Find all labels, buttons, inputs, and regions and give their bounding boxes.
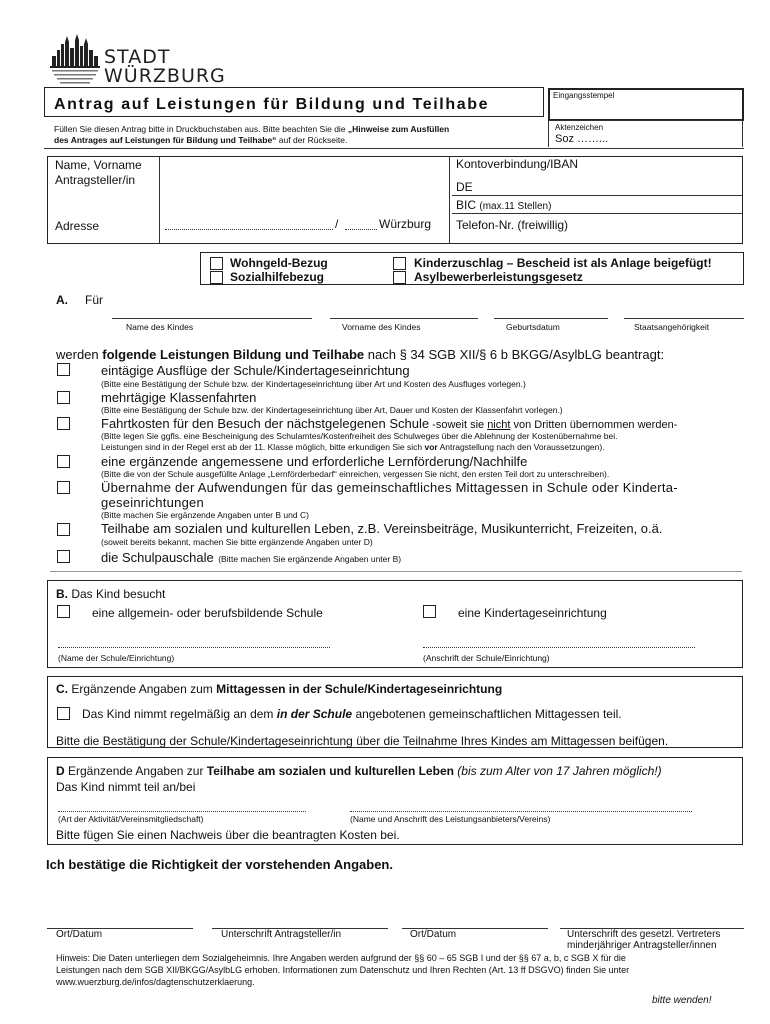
provider-caption: (Name und Anschrift des Leistungsanbieters/Vereins): [350, 814, 551, 824]
logo-line-1: STADT: [104, 46, 171, 68]
address-separator: /: [335, 217, 339, 231]
item-class-trip-checkbox[interactable]: [57, 391, 70, 404]
school-checkbox[interactable]: [57, 605, 70, 618]
section-a-letter: A.: [56, 293, 68, 307]
logo-line-2: WÜRZBURG: [104, 65, 226, 87]
phone-label: Telefon-Nr. (freiwillig): [456, 218, 569, 232]
school-label: eine allgemein- oder berufsbildende Schule: [92, 606, 323, 620]
account-label: Kontoverbindung/IBAN: [456, 157, 579, 171]
item-transport-checkbox[interactable]: [57, 417, 70, 430]
name-input-line[interactable]: [165, 229, 333, 230]
housing-label: Wohngeld-Bezug: [230, 256, 328, 270]
lunch-participation-label: Das Kind nimmt regelmäßig an dem in der Schule angebotenen gemeinschaftlichen Mittagessen teil.: [82, 707, 622, 721]
representative-caption-1: Unterschrift des gesetzl. Vertreters: [567, 929, 721, 940]
intro-line-1: Füllen Sie diesen Antrag bitte in Druckbuchstaben aus. Bitte beachten Sie die „Hinweise zum Ausfüllen: [54, 124, 450, 134]
item-transport-label: Fahrtkosten für den Besuch der nächstgelegenen Schule -soweit sie nicht von Dritten übernommen werden-: [101, 416, 678, 431]
bic-label: BIC (max.11 Stellen): [456, 198, 552, 212]
place-date-caption-2: Ort/Datum: [410, 929, 457, 940]
item-day-trip-hint: (Bitte eine Bestätigung der Schule bzw. der Kindertageseinrichtung über Art und Kosten des Ausfluges vorlegen.): [101, 379, 526, 389]
item-participation-label: Teilhabe am sozialen und kulturellen Leben, z.B. Vereinsbeiträge, Musikunterricht, Freizeiten, o.ä.: [101, 521, 663, 536]
street-input-line[interactable]: [345, 229, 377, 230]
city-logo: [50, 34, 100, 86]
daycare-label: eine Kindertageseinrichtung: [458, 606, 607, 620]
activity-line[interactable]: [58, 811, 306, 812]
section-b-title: B. Das Kind besucht: [56, 587, 166, 601]
social-checkbox[interactable]: [210, 271, 223, 284]
city-label: Würzburg: [379, 217, 432, 231]
section-a-for: Für: [85, 293, 103, 307]
place-date-caption: Ort/Datum: [56, 929, 103, 940]
stamp-label: Eingangsstempel: [553, 91, 615, 100]
col-birthdate: Geburtsdatum: [506, 322, 560, 332]
request-heading: werden folgende Leistungen Bildung und Teilhabe nach § 34 SGB XII/§ 6 b BKGG/AsylbLG beantragt:: [56, 347, 665, 362]
item-participation-checkbox[interactable]: [57, 523, 70, 536]
item-school-allowance-label: die Schulpauschale (Bitte machen Sie ergänzende Angaben unter B): [101, 550, 402, 565]
section-d-note: Bitte fügen Sie einen Nachweis über die beantragten Kosten bei.: [56, 828, 400, 842]
asylum-checkbox[interactable]: [393, 271, 406, 284]
form-title: Antrag auf Leistungen für Bildung und Teilhabe: [54, 96, 490, 113]
col-child-firstname: Vorname des Kindes: [342, 322, 421, 332]
confirmation-statement: Ich bestätige die Richtigkeit der vorstehenden Angaben.: [46, 857, 393, 872]
school-name-caption: (Name der Schule/Einrichtung): [58, 653, 175, 663]
col-nationality: Staatsangehörigkeit: [634, 322, 710, 332]
representative-caption-2: minderjähriger Antragsteller/innen: [567, 940, 717, 951]
name-label: Name, Vorname: [55, 158, 142, 172]
lunch-note: Bitte die Bestätigung der Schule/Kindertageseinrichtung über die Teilnahme Ihres Kindes am Mittagessen beifügen.: [56, 734, 669, 748]
item-day-trip-checkbox[interactable]: [57, 363, 70, 376]
section-d-line2: Das Kind nimmt teil an/bei: [56, 780, 196, 794]
child-bonus-label: Kinderzuschlag – Bescheid ist als Anlage beigefügt!: [414, 256, 712, 270]
item-day-trip-label: eintägige Ausflüge der Schule/Kindertageseinrichtung: [101, 363, 410, 378]
child-name-line[interactable]: [112, 318, 312, 319]
activity-caption: (Art der Aktivität/Vereinsmitgliedschaft): [58, 814, 204, 824]
school-address-caption: (Anschrift der Schule/Einrichtung): [423, 653, 550, 663]
file-number-value[interactable]: Soz ……...: [555, 133, 609, 145]
item-transport-hint-1: (Bitte legen Sie ggfls. eine Bescheinigung des Schulamtes/Kostenfreiheit des Schulweges über die Ablehnung der Kostenübernahme bei.: [101, 431, 618, 441]
item-school-allowance-checkbox[interactable]: [57, 550, 70, 563]
asylum-label: Asylbewerberleistungsgesetz: [414, 270, 583, 284]
iban-prefix: DE: [456, 180, 473, 194]
item-class-trip-hint: (Bitte eine Bestätigung der Schule bzw. der Kindertageseinrichtung über Art, Dauer und Kosten der Klassenfahrt vorlegen.): [101, 405, 563, 415]
item-transport-hint-2: Leistungen sind in der Regel erst ab der 11. Klasse möglich, bitte erkundigen Sie sich vor Antragstellung nach den Voraussetzungen).: [101, 442, 605, 452]
child-bonus-checkbox[interactable]: [393, 257, 406, 270]
birthdate-line[interactable]: [494, 318, 608, 319]
turn-page-note: bitte wenden!: [652, 995, 712, 1006]
item-lunch-hint: (Bitte machen Sie ergänzende Angaben unter B und C): [101, 510, 309, 520]
item-lunch-label-2: geseinrichtungen: [101, 495, 205, 510]
item-tutoring-checkbox[interactable]: [57, 455, 70, 468]
item-lunch-checkbox[interactable]: [57, 481, 70, 494]
provider-line[interactable]: [350, 811, 692, 812]
privacy-notice: Hinweis: Die Daten unterliegen dem Sozialgeheimnis. Ihre Angaben werden aufgrund der §§ 60 – 65 SGB I und der §§ 67 a, b, c SGB X für die Leistungen nach dem SGB XII/BKGG/AsylbLG erhoben. Informationen zum Datenschutz und Ihren Rechten (Art. 13 ff DSGVO) finden Sie unter www.wuerzburg.de/infos/dagtenschutzerklaerung.: [56, 953, 630, 987]
item-lunch-label-1: Übernahme der Aufwendungen für das gemeinschaftliches Mittagessen in Schule oder Kinderta-: [101, 480, 678, 495]
city-skyline-icon: [50, 34, 100, 86]
item-class-trip-label: mehrtägige Klassenfahrten: [101, 390, 257, 405]
section-c-title: C. Ergänzende Angaben zum Mittagessen in der Schule/Kindertageseinrichtung: [56, 682, 503, 696]
daycare-checkbox[interactable]: [423, 605, 436, 618]
housing-checkbox[interactable]: [210, 257, 223, 270]
section-d-title: D Ergänzende Angaben zur Teilhabe am sozialen und kulturellen Leben (bis zum Alter von 17 Jahren möglich!): [56, 764, 662, 778]
item-tutoring-label: eine ergänzende angemessene und erforderliche Lernförderung/Nachhilfe: [101, 454, 528, 469]
intro-line-2: des Antrages auf Leistungen für Bildung und Teilhabe“ auf der Rückseite.: [54, 135, 348, 145]
applicant-signature-caption: Unterschrift Antragsteller/in: [221, 929, 342, 940]
item-participation-hint: (soweit bereits bekannt, machen Sie bitte ergänzende Angaben unter D): [101, 537, 373, 547]
child-firstname-line[interactable]: [330, 318, 478, 319]
address-label: Adresse: [55, 219, 100, 233]
applicant-label: Antragsteller/in: [55, 173, 136, 187]
file-number-label: Aktenzeichen: [555, 123, 604, 132]
item-tutoring-hint: (Bitte die von der Schule ausgefüllte Anlage „Lernförderbedarf“ einreichen, vergessen Sie nicht, den ersten Teil dort zu unterschreiben).: [101, 469, 610, 479]
lunch-participation-checkbox[interactable]: [57, 707, 70, 720]
social-label: Sozialhilfebezug: [230, 270, 325, 284]
nationality-line[interactable]: [624, 318, 744, 319]
school-address-line[interactable]: [423, 647, 695, 648]
school-name-line[interactable]: [58, 647, 330, 648]
col-child-name: Name des Kindes: [126, 322, 194, 332]
